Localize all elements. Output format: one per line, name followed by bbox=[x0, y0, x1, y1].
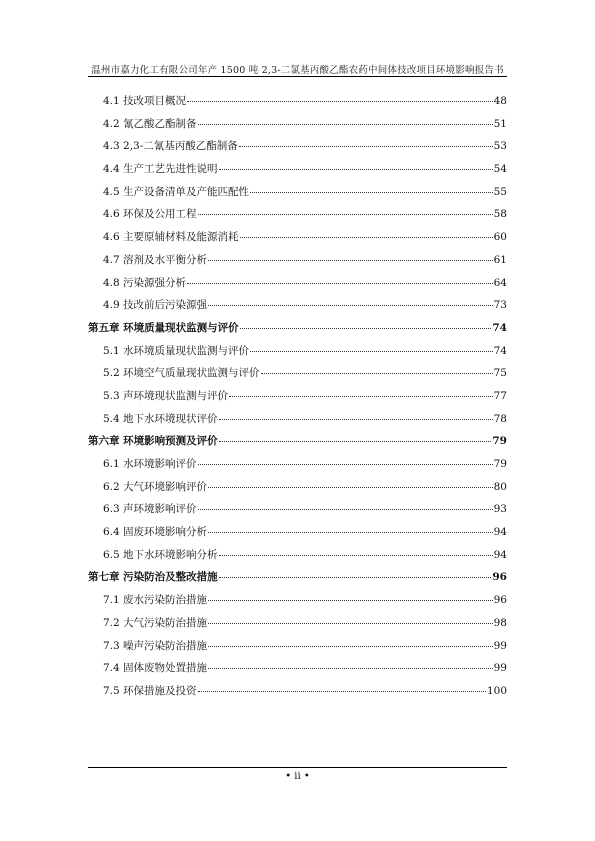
toc-entry-page: 98 bbox=[493, 616, 507, 629]
toc-dot-leader bbox=[208, 487, 493, 488]
table-of-contents bbox=[88, 93, 507, 706]
toc-section-entry[interactable] bbox=[88, 116, 507, 139]
toc-section-entry[interactable] bbox=[88, 206, 507, 229]
toc-section-entry[interactable] bbox=[88, 297, 507, 320]
toc-entry-label: 4.5 生产设备清单及产能匹配性 bbox=[103, 185, 250, 198]
toc-entry-page: 58 bbox=[493, 208, 507, 221]
toc-entry-page: 94 bbox=[493, 548, 507, 561]
toc-section-entry[interactable] bbox=[88, 683, 507, 706]
toc-dot-leader bbox=[219, 419, 493, 420]
toc-entry-label: 4.7 溶剂及水平衡分析 bbox=[103, 253, 208, 266]
toc-section-entry[interactable] bbox=[88, 275, 507, 298]
toc-dot-leader bbox=[261, 373, 493, 374]
toc-entry-page: 73 bbox=[493, 299, 507, 312]
toc-dot-leader bbox=[208, 646, 493, 647]
toc-dot-leader bbox=[219, 169, 493, 170]
toc-dot-leader bbox=[198, 124, 493, 125]
toc-entry-label: 6.5 地下水环境影响分析 bbox=[103, 548, 218, 561]
toc-section-entry[interactable] bbox=[88, 138, 507, 161]
toc-entry-label: 6.1 水环境影响评价 bbox=[103, 458, 197, 470]
toc-entry-label: 4.3 2,3-二氰基丙酸乙酯制备 bbox=[103, 140, 238, 153]
toc-entry-page: 64 bbox=[493, 276, 507, 289]
toc-entry-label: 第五章 环境质量现状监测与评价 bbox=[88, 321, 239, 334]
toc-section-entry[interactable] bbox=[88, 660, 507, 683]
toc-entry-page: 55 bbox=[493, 185, 507, 198]
toc-entry-label: 4.6 主要原辅材料及能源消耗 bbox=[103, 231, 239, 244]
toc-dot-leader bbox=[208, 623, 493, 624]
toc-dot-leader bbox=[208, 668, 493, 669]
toc-entry-label: 4.4 生产工艺先进性说明 bbox=[103, 163, 218, 176]
toc-dot-leader bbox=[198, 691, 486, 692]
toc-section-entry[interactable] bbox=[88, 524, 507, 547]
toc-dot-leader bbox=[198, 464, 493, 465]
toc-entry-page: 51 bbox=[493, 117, 507, 130]
toc-entry-label: 6.2 大气环境影响评价 bbox=[103, 480, 208, 493]
toc-entry-label: 5.1 水环境质量现状监测与评价 bbox=[103, 344, 250, 357]
toc-entry-page: 79 bbox=[493, 458, 507, 470]
toc-section-entry[interactable] bbox=[88, 456, 507, 479]
toc-section-entry[interactable] bbox=[88, 638, 507, 661]
toc-section-entry[interactable] bbox=[88, 615, 507, 638]
toc-dot-leader bbox=[250, 192, 493, 193]
toc-section-entry[interactable] bbox=[88, 479, 507, 502]
toc-section-entry[interactable] bbox=[88, 388, 507, 411]
toc-entry-page: 96 bbox=[493, 594, 507, 607]
toc-entry-page: 94 bbox=[493, 526, 507, 539]
toc-entry-page: 53 bbox=[493, 140, 507, 153]
toc-entry-page: 100 bbox=[486, 684, 507, 697]
toc-chapter-entry[interactable] bbox=[88, 569, 507, 592]
toc-dot-leader bbox=[250, 351, 493, 352]
toc-entry-label: 5.2 环境空气质量现状监测与评价 bbox=[103, 367, 260, 380]
toc-dot-leader bbox=[208, 532, 493, 533]
toc-entry-label: 5.3 声环境现状监测与评价 bbox=[103, 389, 229, 402]
toc-entry-label: 4.2 氰乙酸乙酯制备 bbox=[103, 117, 197, 130]
toc-dot-leader bbox=[208, 305, 493, 306]
running-header: 温州市嘉力化工有限公司年产 1500 吨 2,3-二氯基丙酸乙酯农药中间体技改项目环境影响报告书 bbox=[91, 65, 504, 76]
toc-entry-label: 7.4 固体废物处置措施 bbox=[103, 662, 208, 675]
toc-section-entry[interactable] bbox=[88, 547, 507, 570]
toc-section-entry[interactable] bbox=[88, 93, 507, 116]
toc-dot-leader bbox=[208, 600, 493, 601]
toc-entry-page: 79 bbox=[492, 435, 507, 448]
toc-entry-page: 80 bbox=[493, 480, 507, 493]
toc-section-entry[interactable] bbox=[88, 411, 507, 434]
toc-dot-leader bbox=[239, 146, 493, 147]
toc-dot-leader bbox=[229, 396, 493, 397]
toc-entry-page: 78 bbox=[493, 412, 507, 425]
toc-dot-leader bbox=[208, 260, 493, 261]
toc-dot-leader bbox=[187, 101, 493, 102]
toc-entry-label: 7.5 环保措施及投资 bbox=[103, 684, 197, 697]
footer-divider bbox=[88, 767, 507, 768]
toc-entry-label: 7.1 废水污染防治措施 bbox=[103, 594, 208, 607]
toc-section-entry[interactable] bbox=[88, 365, 507, 388]
toc-entry-page: 99 bbox=[493, 639, 507, 652]
toc-entry-page: 93 bbox=[493, 503, 507, 516]
toc-entry-page: 96 bbox=[492, 571, 507, 584]
toc-entry-label: 第六章 环境影响预测及评价 bbox=[88, 435, 218, 448]
toc-entry-page: 48 bbox=[493, 95, 507, 107]
toc-entry-label: 4.9 技改前后污染源强 bbox=[103, 299, 208, 312]
toc-dot-leader bbox=[240, 328, 492, 329]
toc-entry-label: 4.6 环保及公用工程 bbox=[103, 208, 197, 221]
toc-entry-page: 74 bbox=[493, 344, 507, 357]
toc-entry-label: 5.4 地下水环境现状评价 bbox=[103, 412, 218, 425]
toc-entry-page: 61 bbox=[493, 253, 507, 266]
toc-dot-leader bbox=[219, 555, 493, 556]
toc-entry-page: 60 bbox=[493, 231, 507, 244]
toc-section-entry[interactable] bbox=[88, 252, 507, 275]
toc-section-entry[interactable] bbox=[88, 229, 507, 252]
toc-section-entry[interactable] bbox=[88, 592, 507, 615]
toc-dot-leader bbox=[219, 577, 492, 578]
toc-entry-label: 4.8 污染源强分析 bbox=[103, 276, 187, 289]
toc-dot-leader bbox=[240, 237, 493, 238]
toc-entry-label: 7.2 大气污染防治措施 bbox=[103, 616, 208, 629]
toc-entry-page: 75 bbox=[493, 367, 507, 380]
toc-section-entry[interactable] bbox=[88, 161, 507, 184]
toc-section-entry[interactable] bbox=[88, 184, 507, 207]
toc-entry-page: 74 bbox=[492, 321, 507, 334]
toc-chapter-entry[interactable] bbox=[88, 320, 507, 343]
toc-chapter-entry[interactable] bbox=[88, 433, 507, 456]
toc-dot-leader bbox=[198, 509, 493, 510]
toc-entry-page: 99 bbox=[493, 662, 507, 675]
toc-dot-leader bbox=[187, 283, 493, 284]
page-number: • ii • bbox=[285, 771, 310, 782]
toc-entry-label: 4.1 技改项目概况 bbox=[103, 95, 187, 107]
toc-entry-label: 第七章 污染防治及整改措施 bbox=[88, 571, 218, 584]
toc-entry-page: 77 bbox=[493, 389, 507, 402]
toc-entry-label: 6.3 声环境影响评价 bbox=[103, 503, 197, 516]
toc-entry-label: 6.4 固废环境影响分析 bbox=[103, 526, 208, 539]
toc-dot-leader bbox=[198, 214, 493, 215]
toc-section-entry[interactable] bbox=[88, 343, 507, 366]
toc-entry-page: 54 bbox=[493, 163, 507, 176]
header-divider bbox=[88, 76, 507, 77]
toc-section-entry[interactable] bbox=[88, 501, 507, 524]
toc-dot-leader bbox=[219, 441, 492, 442]
toc-entry-label: 7.3 噪声污染防治措施 bbox=[103, 639, 208, 652]
